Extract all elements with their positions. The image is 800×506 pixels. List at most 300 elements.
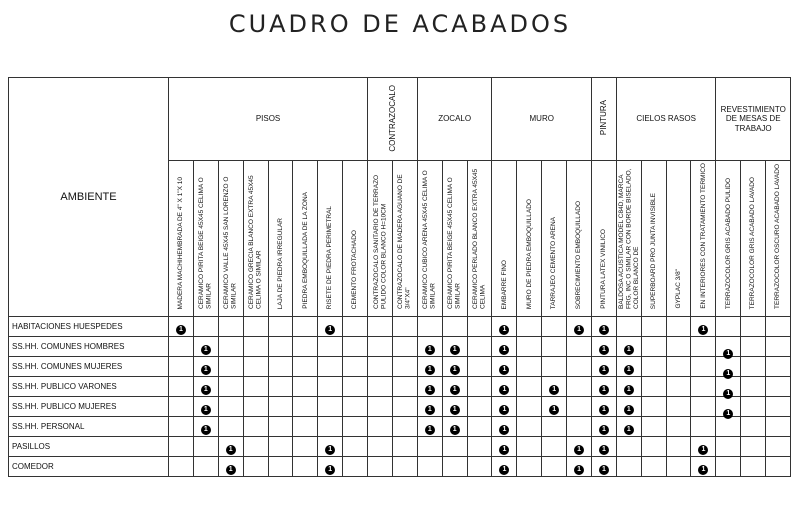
- table-cell: [766, 417, 791, 437]
- column-header-label: MURO DE PIEDRA EMBOQUILLADO: [525, 198, 533, 309]
- table-cell: [766, 337, 791, 357]
- column-header-label: CONTRAZOCALO SANITARIO DE TERRAZO PULIDO COLOR BLANCO H=10CM: [372, 174, 388, 309]
- table-cell: [716, 397, 741, 417]
- table-cell: [293, 437, 318, 457]
- table-cell: [741, 417, 766, 437]
- finish-marker-icon: 1: [450, 365, 460, 375]
- column-header: [542, 161, 567, 317]
- table-cell: [193, 417, 218, 437]
- table-cell: [467, 417, 492, 437]
- table-cell: [193, 317, 218, 337]
- table-cell: [268, 437, 293, 457]
- table-row: [9, 317, 791, 337]
- table-cell: [293, 457, 318, 477]
- finish-marker-icon: 1: [325, 465, 335, 475]
- table-cell: [542, 317, 567, 337]
- table-cell: [193, 457, 218, 477]
- table-row: [9, 437, 791, 457]
- table-cell: [666, 317, 691, 337]
- row-label: SS.HH. COMUNES HOMBRES: [9, 337, 169, 357]
- table-cell: [467, 337, 492, 357]
- column-header: [343, 161, 368, 317]
- table-cell: [169, 377, 194, 397]
- table-cell: [268, 457, 293, 477]
- column-header-label: EMBARRE FINO: [500, 259, 508, 309]
- table-cell: [716, 437, 741, 457]
- table-cell: [169, 357, 194, 377]
- table-cell: [392, 457, 417, 477]
- column-header: [616, 161, 641, 317]
- table-cell: [417, 397, 442, 417]
- column-header: [417, 161, 442, 317]
- table-cell: [343, 397, 368, 417]
- group-header: [169, 78, 368, 161]
- column-header-label: TERRAZOCOLOR GRIS ACABADO LAVADO: [749, 176, 757, 309]
- table-cell: [417, 377, 442, 397]
- table-cell: [318, 457, 343, 477]
- table-cell: [542, 437, 567, 457]
- column-header-label: CERAMICO PERLADO BLANCO EXTRA 45X45 CELIMA: [472, 168, 487, 309]
- table-cell: [542, 457, 567, 477]
- table-cell: [691, 457, 716, 477]
- column-header-label: PINTURA LATEX VINILICO: [600, 229, 608, 309]
- group-header: [591, 78, 616, 161]
- table-cell: [218, 437, 243, 457]
- table-cell: [766, 317, 791, 337]
- finish-marker-icon: 1: [599, 405, 609, 415]
- table-cell: [293, 397, 318, 417]
- table-cell: [243, 457, 268, 477]
- row-label: SS.HH. PERSONAL: [9, 417, 169, 437]
- table-cell: [641, 397, 666, 417]
- table-row: [9, 457, 791, 477]
- table-cell: [467, 317, 492, 337]
- finish-marker-icon: 1: [723, 389, 733, 399]
- table-row: [9, 337, 791, 357]
- table-cell: [268, 417, 293, 437]
- column-header-label: RISETE DE PIEDRA PERIMETRAL: [326, 205, 334, 309]
- table-cell: [193, 337, 218, 357]
- table-cell: [193, 357, 218, 377]
- table-cell: [616, 317, 641, 337]
- table-cell: [641, 377, 666, 397]
- ambiente-header: AMBIENTE: [9, 78, 169, 317]
- table-cell: [392, 397, 417, 417]
- table-cell: [467, 357, 492, 377]
- finishes-table: [8, 77, 791, 477]
- table-cell: [591, 397, 616, 417]
- finish-marker-icon: 1: [698, 445, 708, 455]
- column-header: [293, 161, 318, 317]
- finish-marker-icon: 1: [499, 405, 509, 415]
- finish-marker-icon: 1: [499, 445, 509, 455]
- table-cell: [392, 377, 417, 397]
- column-header-label: CERAMICO VALLE 45X45 SAN LORENZO O SIMILAR: [223, 176, 238, 309]
- finish-marker-icon: 1: [425, 365, 435, 375]
- table-cell: [641, 317, 666, 337]
- table-cell: [492, 337, 517, 357]
- finish-marker-icon: 1: [425, 425, 435, 435]
- table-cell: [691, 417, 716, 437]
- column-header: [368, 161, 393, 317]
- column-header: [193, 161, 218, 317]
- column-header-label: EN INTERIORES CON TRATAMIENTO TERMICO: [699, 163, 707, 309]
- column-header: [218, 161, 243, 317]
- table-cell: [442, 377, 467, 397]
- table-cell: [343, 357, 368, 377]
- table-cell: [268, 357, 293, 377]
- table-cell: [169, 417, 194, 437]
- finish-marker-icon: 1: [450, 405, 460, 415]
- table-row: [9, 417, 791, 437]
- finish-marker-icon: 1: [574, 445, 584, 455]
- finish-marker-icon: 1: [599, 325, 609, 335]
- table-cell: [243, 317, 268, 337]
- group-header: [616, 78, 716, 161]
- table-cell: [741, 437, 766, 457]
- column-header-label: CERAMICO CUBICO ARENA 45X45 CELIMA O SIMILAR: [422, 170, 437, 309]
- column-header-label: CERAMICO PIRITA BEIGE 45X45 CELIMA O SIMILAR: [447, 177, 462, 309]
- table-cell: [417, 417, 442, 437]
- table-cell: [741, 457, 766, 477]
- table-cell: [442, 457, 467, 477]
- column-header: [268, 161, 293, 317]
- finish-marker-icon: 1: [226, 465, 236, 475]
- table-cell: [243, 417, 268, 437]
- table-cell: [343, 317, 368, 337]
- table-cell: [542, 377, 567, 397]
- finish-marker-icon: 1: [624, 385, 634, 395]
- table-cell: [542, 337, 567, 357]
- group-header-label: MURO: [529, 114, 554, 124]
- table-cell: [517, 377, 542, 397]
- column-header-label: MADERA MACHIHEMBRADA DE 4" X 1"X 10: [177, 176, 185, 309]
- column-header-label: CONTRAZOCALO DE MADERA AGUANO DE 3/4"X4": [397, 174, 412, 309]
- finish-marker-icon: 1: [450, 425, 460, 435]
- finish-marker-icon: 1: [574, 465, 584, 475]
- table-cell: [591, 457, 616, 477]
- table-cell: [517, 357, 542, 377]
- table-cell: [567, 317, 592, 337]
- finish-marker-icon: 1: [450, 385, 460, 395]
- group-header: [368, 78, 418, 161]
- table-cell: [691, 377, 716, 397]
- column-header: [169, 161, 194, 317]
- column-header: [492, 161, 517, 317]
- table-cell: [741, 337, 766, 357]
- table-cell: [716, 377, 741, 397]
- table-cell: [293, 337, 318, 357]
- table-cell: [442, 397, 467, 417]
- table-cell: [517, 317, 542, 337]
- page-title: CUADRO DE ACABADOS: [228, 10, 572, 38]
- finish-marker-icon: 1: [450, 345, 460, 355]
- table-cell: [392, 417, 417, 437]
- table-cell: [517, 337, 542, 357]
- finish-marker-icon: 1: [624, 365, 634, 375]
- table-cell: [567, 377, 592, 397]
- group-header-label: ZOCALO: [438, 114, 472, 124]
- finish-marker-icon: 1: [499, 385, 509, 395]
- table-cell: [591, 337, 616, 357]
- table-cell: [169, 317, 194, 337]
- row-label: SS.HH. PUBLICO MUJERES: [9, 397, 169, 417]
- group-header-label: PINTURA: [599, 100, 609, 136]
- table-cell: [343, 457, 368, 477]
- table-cell: [616, 457, 641, 477]
- row-label: COMEDOR: [9, 457, 169, 477]
- column-header-label: PIEDRA EMBOQUILLADA DE LA ZONA: [301, 192, 309, 309]
- table-cell: [368, 377, 393, 397]
- column-header: [442, 161, 467, 317]
- table-cell: [368, 337, 393, 357]
- table-cell: [616, 377, 641, 397]
- table-cell: [766, 437, 791, 457]
- finish-marker-icon: 1: [499, 465, 509, 475]
- table-cell: [368, 357, 393, 377]
- table-cell: [218, 377, 243, 397]
- finish-marker-icon: 1: [201, 425, 211, 435]
- finish-marker-icon: 1: [549, 385, 559, 395]
- table-cell: [293, 377, 318, 397]
- table-cell: [492, 357, 517, 377]
- column-header: [741, 161, 766, 317]
- table-cell: [517, 437, 542, 457]
- table-cell: [641, 437, 666, 457]
- finish-marker-icon: 1: [574, 325, 584, 335]
- table-cell: [641, 457, 666, 477]
- finish-marker-icon: 1: [325, 445, 335, 455]
- table-cell: [442, 317, 467, 337]
- table-cell: [492, 377, 517, 397]
- table-cell: [517, 417, 542, 437]
- table-cell: [442, 437, 467, 457]
- finish-marker-icon: 1: [499, 345, 509, 355]
- table-row: [9, 397, 791, 417]
- finish-marker-icon: 1: [624, 345, 634, 355]
- table-cell: [343, 437, 368, 457]
- table-cell: [343, 377, 368, 397]
- finish-marker-icon: 1: [723, 349, 733, 359]
- table-cell: [716, 357, 741, 377]
- table-cell: [691, 337, 716, 357]
- column-header-label: BALDOSA ACUSTICA MODEL C84D, MARCA FRG, INC O SIMILAR CON BORDE BISELADO, COLOR BLANCO DE: [617, 168, 640, 309]
- table-cell: [766, 397, 791, 417]
- table-cell: [492, 317, 517, 337]
- table-cell: [392, 437, 417, 457]
- table-cell: [741, 357, 766, 377]
- table-cell: [517, 457, 542, 477]
- table-cell: [591, 317, 616, 337]
- table-cell: [343, 417, 368, 437]
- group-header: [492, 78, 592, 161]
- row-label: PASILLOS: [9, 437, 169, 457]
- table-cell: [392, 337, 417, 357]
- finish-marker-icon: 1: [723, 369, 733, 379]
- finish-marker-icon: 1: [226, 445, 236, 455]
- table-cell: [517, 397, 542, 417]
- table-cell: [666, 397, 691, 417]
- table-cell: [666, 377, 691, 397]
- finish-marker-icon: 1: [599, 465, 609, 475]
- finish-marker-icon: 1: [201, 365, 211, 375]
- table-cell: [293, 357, 318, 377]
- table-cell: [567, 337, 592, 357]
- column-header-label: LAJA DE PIEDRA IRREGULAR: [276, 217, 284, 309]
- table-cell: [417, 317, 442, 337]
- table-cell: [716, 417, 741, 437]
- table-cell: [542, 417, 567, 437]
- table-cell: [368, 457, 393, 477]
- finish-marker-icon: 1: [425, 405, 435, 415]
- finish-marker-icon: 1: [176, 325, 186, 335]
- table-cell: [318, 397, 343, 417]
- table-cell: [766, 377, 791, 397]
- table-cell: [567, 397, 592, 417]
- table-cell: [169, 437, 194, 457]
- row-label: SS.HH. COMUNES MUJERES: [9, 357, 169, 377]
- finish-marker-icon: 1: [698, 465, 708, 475]
- column-header: [691, 161, 716, 317]
- table-cell: [417, 337, 442, 357]
- table-cell: [318, 357, 343, 377]
- table-cell: [243, 437, 268, 457]
- column-header: [716, 161, 741, 317]
- table-cell: [318, 317, 343, 337]
- table-cell: [492, 397, 517, 417]
- table-row: [9, 357, 791, 377]
- table-cell: [616, 337, 641, 357]
- table-cell: [567, 437, 592, 457]
- column-header-label: TERRAZOCOLOR OSCURO ACABADO LAVADO: [774, 164, 782, 309]
- table-cell: [766, 357, 791, 377]
- table-cell: [691, 437, 716, 457]
- finish-marker-icon: 1: [325, 325, 335, 335]
- table-cell: [467, 377, 492, 397]
- table-cell: [417, 357, 442, 377]
- table-cell: [691, 357, 716, 377]
- table-cell: [567, 417, 592, 437]
- table-cell: [716, 457, 741, 477]
- finish-marker-icon: 1: [599, 345, 609, 355]
- table-cell: [218, 337, 243, 357]
- finish-marker-icon: 1: [698, 325, 708, 335]
- finish-marker-icon: 1: [201, 345, 211, 355]
- column-header-label: TERRAZOCOLOR GRIS ACABADO PULIDO: [724, 177, 732, 309]
- table-cell: [467, 437, 492, 457]
- column-header: [243, 161, 268, 317]
- table-cell: [368, 437, 393, 457]
- finish-marker-icon: 1: [425, 345, 435, 355]
- table-cell: [492, 437, 517, 457]
- table-cell: [616, 437, 641, 457]
- table-cell: [691, 397, 716, 417]
- row-label: HABITACIONES HUESPEDES: [9, 317, 169, 337]
- table-cell: [716, 317, 741, 337]
- table-cell: [293, 417, 318, 437]
- table-cell: [442, 357, 467, 377]
- table-cell: [567, 457, 592, 477]
- column-header: [318, 161, 343, 317]
- table-cell: [741, 317, 766, 337]
- table-cell: [591, 377, 616, 397]
- table-cell: [243, 377, 268, 397]
- finish-marker-icon: 1: [499, 425, 509, 435]
- table-cell: [318, 417, 343, 437]
- table-cell: [318, 377, 343, 397]
- column-header: [517, 161, 542, 317]
- table-cell: [741, 397, 766, 417]
- group-header-label: CONTRAZOCALO: [387, 84, 397, 152]
- table-cell: [716, 337, 741, 357]
- table-cell: [442, 337, 467, 357]
- column-header-label: CERAMICO PIRITA BEIGE 45X45 CELIMA O SIMILAR: [198, 177, 213, 309]
- table-cell: [318, 337, 343, 357]
- group-header-label: PISOS: [255, 114, 281, 124]
- table-cell: [467, 397, 492, 417]
- table-cell: [368, 317, 393, 337]
- table-cell: [666, 337, 691, 357]
- column-header-label: GYPLAC 3/8": [674, 269, 682, 309]
- column-header-label: TARRAJEO CEMENTO ARENA: [550, 216, 558, 309]
- table-cell: [218, 397, 243, 417]
- column-header: [641, 161, 666, 317]
- finish-marker-icon: 1: [599, 425, 609, 435]
- table-cell: [268, 337, 293, 357]
- table-cell: [691, 317, 716, 337]
- column-header-label: SOBRECIMIENTO EMBOQUILLADO: [575, 200, 583, 309]
- table-cell: [293, 317, 318, 337]
- table-cell: [666, 437, 691, 457]
- table-cell: [641, 417, 666, 437]
- table-cell: [243, 357, 268, 377]
- column-header: [567, 161, 592, 317]
- finish-marker-icon: 1: [201, 405, 211, 415]
- column-header: [392, 161, 417, 317]
- finish-marker-icon: 1: [499, 325, 509, 335]
- table-cell: [343, 337, 368, 357]
- table-cell: [616, 357, 641, 377]
- table-cell: [392, 357, 417, 377]
- table-cell: [218, 317, 243, 337]
- column-header: [766, 161, 791, 317]
- table-cell: [218, 357, 243, 377]
- group-header: [417, 78, 492, 161]
- row-label: SS.HH. PUBLICO VARONES: [9, 377, 169, 397]
- table-cell: [766, 457, 791, 477]
- table-cell: [218, 417, 243, 437]
- column-header: [666, 161, 691, 317]
- table-cell: [442, 417, 467, 437]
- group-header-label: CIELOS RASOS: [636, 114, 696, 124]
- table-cell: [492, 417, 517, 437]
- table-cell: [392, 317, 417, 337]
- table-cell: [591, 437, 616, 457]
- group-header-row: [9, 78, 791, 161]
- table-cell: [318, 437, 343, 457]
- table-cell: [268, 397, 293, 417]
- table-cell: [666, 417, 691, 437]
- finish-marker-icon: 1: [499, 365, 509, 375]
- table-cell: [417, 437, 442, 457]
- table-cell: [193, 397, 218, 417]
- finish-marker-icon: 1: [425, 385, 435, 395]
- finish-marker-icon: 1: [624, 425, 634, 435]
- table-cell: [542, 357, 567, 377]
- column-header-label: CEMENTO FROTACHADO: [351, 229, 359, 309]
- table-row: [9, 377, 791, 397]
- table-cell: [616, 397, 641, 417]
